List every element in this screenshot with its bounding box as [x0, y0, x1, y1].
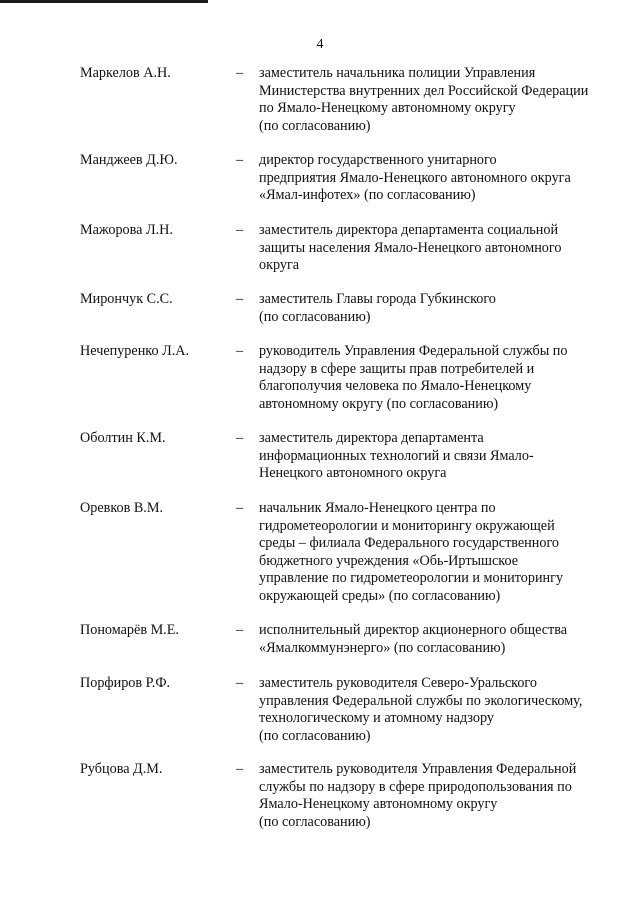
position-line: Ямало-Ненецкому автономному округу — [259, 796, 498, 813]
position-line: заместитель Главы города Губкинского — [259, 291, 496, 307]
position-line: надзору в сфере защиты прав потребителей и — [259, 360, 535, 377]
position-line: заместитель руководителя Управления Федеральной — [259, 761, 577, 777]
position-line: директор государственного унитарного — [259, 152, 497, 168]
dash-separator: – — [236, 343, 244, 359]
position-line: Министерства внутренних дел Российской Федерации — [259, 82, 589, 99]
dash-separator: – — [236, 675, 244, 691]
position-line: руководитель Управления Федеральной службы по — [259, 343, 568, 359]
member-name: Маркелов А.Н. — [80, 65, 171, 81]
position-line: информационных технологий и связи Ямало- — [259, 447, 534, 464]
member-name: Мажорова Л.Н. — [80, 222, 173, 238]
position-line: технологическому и атомному надзору — [259, 710, 494, 727]
member-name: Порфиров Р.Ф. — [80, 675, 171, 691]
dash-separator: – — [236, 500, 244, 516]
member-name: Оревков В.М. — [80, 500, 164, 516]
dash-separator: – — [236, 761, 244, 777]
position-line: (по согласованию) — [259, 727, 371, 744]
member-position — [259, 343, 619, 413]
position-line: начальник Ямало-Ненецкого центра по — [259, 500, 496, 516]
position-line: службы по надзору в сфере природопользования по — [259, 778, 572, 795]
member-position — [259, 430, 619, 483]
position-line: округа — [259, 257, 300, 274]
member-position — [259, 500, 619, 606]
member-name: Пономарёв М.Е. — [80, 622, 179, 638]
position-line: заместитель директора департамента — [259, 430, 484, 446]
position-line: Ненецкого автономного округа — [259, 465, 447, 482]
dash-separator: – — [236, 222, 244, 238]
member-position — [259, 622, 619, 657]
position-line: заместитель директора департамента социальной — [259, 222, 559, 238]
position-line: защиты населения Ямало-Ненецкого автономного — [259, 239, 562, 256]
position-line: (по согласованию) — [259, 813, 371, 830]
member-name: Нечепуренко Л.А. — [80, 343, 190, 359]
position-line: окружающей среды» (по согласованию) — [259, 587, 501, 604]
page-number: 4 — [316, 37, 324, 52]
member-name: Манджеев Д.Ю. — [80, 152, 178, 168]
position-line: управление по гидрометеорологии и мониторингу — [259, 570, 564, 587]
position-line: по Ямало-Ненецкому автономному округу — [259, 100, 516, 117]
position-line: гидрометеорологии и мониторингу окружающей — [259, 517, 555, 534]
member-position — [259, 65, 619, 135]
position-line: бюджетного учреждения «Обь-Иртышское — [259, 552, 519, 569]
member-position — [259, 152, 619, 205]
position-line: автономному округу (по согласованию) — [259, 395, 499, 412]
member-name: Мирончук С.С. — [80, 291, 173, 307]
dash-separator: – — [236, 430, 244, 446]
position-line: «Ямал-инфотех» (по согласованию) — [259, 187, 476, 204]
position-line: предприятия Ямало-Ненецкого автономного округа — [259, 169, 571, 186]
dash-separator: – — [236, 291, 244, 307]
member-name: Оболтин К.М. — [80, 430, 166, 446]
position-line: управления Федеральной службы по экологическому, — [259, 692, 583, 709]
member-position — [259, 675, 619, 745]
position-line: заместитель руководителя Северо-Уральского — [259, 675, 537, 691]
dash-separator: – — [236, 622, 244, 638]
member-position — [259, 761, 619, 831]
position-line: исполнительный директор акционерного общества — [259, 622, 568, 638]
position-line: благополучия человека по Ямало-Ненецкому — [259, 378, 532, 395]
dash-separator: – — [236, 65, 244, 81]
position-line: среды – филиала Федерального государственного — [259, 535, 560, 552]
position-line: (по согласованию) — [259, 308, 371, 325]
member-name: Рубцова Д.М. — [80, 761, 163, 777]
member-position — [259, 222, 619, 275]
position-line: (по согласованию) — [259, 117, 371, 134]
position-line: «Ямалкоммунэнерго» (по согласованию) — [259, 639, 506, 656]
position-line: заместитель начальника полиции Управления — [259, 65, 536, 81]
dash-separator: – — [236, 152, 244, 168]
member-position — [259, 291, 619, 326]
